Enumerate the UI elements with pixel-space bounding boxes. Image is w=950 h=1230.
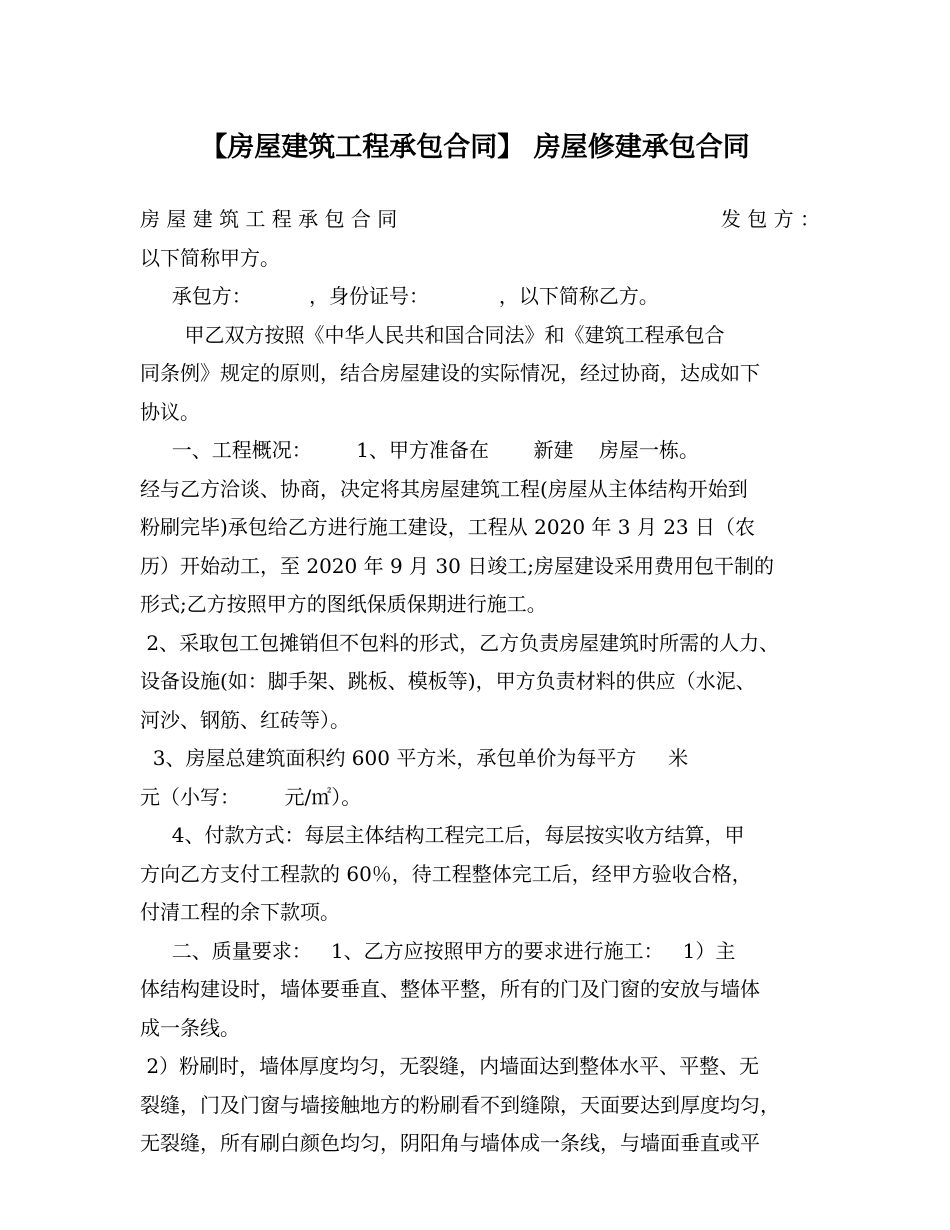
paragraph-line: 河沙、钢筋、红砖等）。 bbox=[140, 707, 350, 732]
paragraph-line: 体结构建设时，墙体要垂直、整体平整，所有的门及门窗的安放与墙体 bbox=[140, 977, 760, 1001]
paragraph-line: 元（小写： 元/㎡）。 bbox=[140, 784, 362, 809]
paragraph-line: 同条例》规定的原则，结合房屋建设的实际情况，经过协商，达成如下 bbox=[140, 361, 760, 385]
paragraph-line: 裂缝，门及门窗与墙接触地方的粉刷看不到缝隙，天面要达到厚度均匀， bbox=[140, 1092, 780, 1117]
paragraph-line: 付清工程的余下款项。 bbox=[140, 900, 340, 924]
paragraph-line: 4、付款方式：每层主体结构工程完工后，每层按实收方结算，甲 bbox=[140, 823, 745, 847]
header-left: 房 屋 建 筑 工 程 承 包 合 同 bbox=[140, 207, 398, 231]
paragraph-line: 承包方： ，身份证号： ，以下简称乙方。 bbox=[140, 284, 659, 308]
document-body bbox=[140, 200, 820, 1163]
header-right: 发 包 方 ： bbox=[720, 207, 820, 231]
paragraph-line: 一、工程概况： 1、甲方准备在 新建 房屋一栋。 bbox=[140, 438, 699, 462]
paragraph-line: 粉刷完毕)承包给乙方进行施工建设，工程从 2020 年 3 月 23 日（农 bbox=[140, 515, 756, 539]
paragraph-line: 2、采取包工包摊销但不包料的形式，乙方负责房屋建筑时所需的人力、 bbox=[140, 630, 780, 655]
paragraph-line: 3、房屋总建筑面积约 600 平方米，承包单价为每平方 米 bbox=[140, 746, 689, 770]
paragraph-line: 设备设施(如：脚手架、跳板、模板等)，甲方负责材料的供应（水泥、 bbox=[140, 669, 756, 693]
header-line bbox=[140, 200, 820, 239]
document-title: 【房屋建筑工程承包合同】 房屋修建承包合同 bbox=[200, 132, 750, 163]
paragraph-line: 无裂缝，所有刷白颜色均匀，阴阳角与墙体成一条线，与墙面垂直或平 bbox=[140, 1131, 760, 1155]
paragraph-line: 协议。 bbox=[140, 399, 200, 424]
paragraph-line: 二、质量要求： 1、乙方应按照甲方的要求进行施工： 1）主 bbox=[140, 938, 736, 963]
paragraph-line: 历）开始动工，至 2020 年 9 月 30 日竣工;房屋建设采用费用包干制的 bbox=[140, 553, 774, 578]
paragraph-line: 甲乙双方按照《中华人民共和国合同法》和《建筑工程承包合 bbox=[140, 322, 725, 347]
paragraph-line: 形式;乙方按照甲方的图纸保质保期进行施工。 bbox=[140, 592, 547, 616]
paragraph-line: 以下简称甲方。 bbox=[140, 245, 280, 270]
paragraph-line: 方向乙方支付工程款的 60％，待工程整体完工后，经甲方验收合格， bbox=[140, 861, 752, 886]
paragraph-line: 经与乙方洽谈、协商，决定将其房屋建筑工程(房屋从主体结构开始到 bbox=[140, 476, 748, 501]
paragraph-line: 2）粉刷时，墙体厚度均匀，无裂缝，内墙面达到整体水平、平整、无 bbox=[140, 1054, 760, 1078]
paragraph-line: 成一条线。 bbox=[140, 1015, 240, 1040]
